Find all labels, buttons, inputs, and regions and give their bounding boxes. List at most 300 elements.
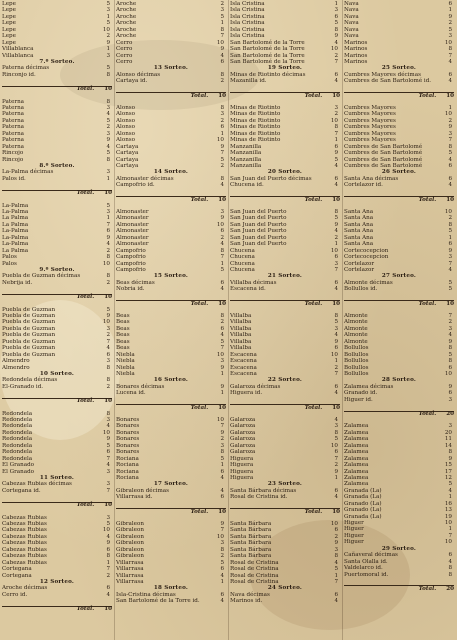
ticket-count: 3 xyxy=(106,7,110,14)
ticket-count: 8 xyxy=(334,429,338,436)
place-name: Redondela xyxy=(2,436,33,443)
section-heading: 8.º Sorteo. xyxy=(39,162,75,169)
entry-row xyxy=(116,598,226,604)
total-value: 10 xyxy=(104,606,112,613)
ticket-count: 7 xyxy=(334,266,338,273)
ticket-count: 1 xyxy=(448,494,452,501)
ticket-count: 8 xyxy=(106,254,110,261)
place-name: Isla Cristina xyxy=(230,33,265,40)
place-name: Cabezas Rubias décimas xyxy=(2,481,72,488)
place-name: La Palma xyxy=(2,247,29,254)
place-name: Nava xyxy=(344,7,359,14)
place-name: Lepe xyxy=(2,33,16,40)
place-name: Rosal de Cristina id. xyxy=(230,494,288,501)
ticket-count: 4 xyxy=(106,533,110,540)
place-name: San Juan del Puerto xyxy=(230,234,287,241)
place-name: Minas de Riotinto xyxy=(230,111,281,118)
place-name: Cabezas Rubias xyxy=(2,514,47,521)
spacer xyxy=(230,189,340,195)
place-name: Gibraleon décimas xyxy=(116,487,170,494)
place-name: Cortelazor id. xyxy=(344,182,383,189)
place-name: Chucena xyxy=(230,247,255,254)
section-heading: 20 Sorteo. xyxy=(267,169,303,176)
ticket-count: 10 xyxy=(216,137,224,144)
place-name: Bollullos xyxy=(344,370,369,377)
ticket-count: 10 xyxy=(216,221,224,228)
ticket-count: 10 xyxy=(216,417,224,423)
section-heading: 23 Sorteo. xyxy=(267,481,303,488)
place-name: Santa Bárbara xyxy=(230,546,272,553)
ticket-count: 8 xyxy=(220,175,224,182)
ticket-count: 6 xyxy=(334,383,338,390)
spacer xyxy=(116,397,226,403)
place-name: Redondela xyxy=(2,417,33,423)
place-name: Niebla xyxy=(116,370,135,377)
ticket-count: 4 xyxy=(220,487,224,494)
ticket-count: 4 xyxy=(334,598,338,605)
spacer xyxy=(2,598,112,604)
place-name: Higuer xyxy=(344,526,364,533)
place-name: Palos id. xyxy=(2,175,26,182)
ticket-count: 8 xyxy=(106,273,110,280)
place-name: Chucena xyxy=(230,260,255,267)
ticket-count: 1 xyxy=(334,474,338,481)
total-line xyxy=(2,606,112,612)
ticket-count: 6 xyxy=(448,552,452,559)
ticket-count: 9 xyxy=(448,13,452,20)
ticket-count: 8 xyxy=(448,221,452,228)
place-name: Alonso xyxy=(116,117,136,124)
place-name: Santa Bárbara décimas xyxy=(230,487,297,494)
place-name: Beas xyxy=(116,313,130,319)
place-name: Redondela xyxy=(2,442,33,449)
place-name: Aroche xyxy=(116,7,137,14)
place-name: Redondela décimas xyxy=(2,377,58,384)
place-name: Zalamea xyxy=(344,455,369,462)
place-name: Almendro xyxy=(2,364,30,371)
place-name: Almonte xyxy=(344,332,368,339)
place-name: Aroche décimas xyxy=(2,585,48,592)
ticket-count: 7 xyxy=(106,455,110,462)
place-name: Santa Ana xyxy=(344,221,374,228)
place-name: Galaroza xyxy=(230,429,256,436)
ticket-count: 8 xyxy=(106,98,110,105)
place-name: Alonso xyxy=(116,111,136,118)
ticket-count: 3 xyxy=(448,423,452,430)
total-value: 10 xyxy=(104,86,112,93)
ticket-count: 7 xyxy=(106,487,110,494)
place-name: Bollullos id. xyxy=(344,286,378,293)
place-name: Nava xyxy=(344,33,359,40)
spacer xyxy=(116,293,226,299)
ticket-count: 9 xyxy=(334,338,338,345)
ticket-count: 8 xyxy=(220,71,224,78)
place-name: Rincojo xyxy=(2,156,24,163)
place-name: Zalamea xyxy=(344,474,369,481)
place-name: Campofrio xyxy=(116,254,146,261)
ticket-count: 1 xyxy=(106,559,110,566)
place-name: Santa Ana xyxy=(344,215,374,222)
place-name: Puebla de Guzman xyxy=(2,351,56,358)
draw-column-1 xyxy=(2,1,112,639)
ticket-count: 4 xyxy=(220,52,224,59)
place-name: Zalamea xyxy=(344,481,369,488)
place-name: Campofrio xyxy=(116,260,146,267)
place-name: Cumbres Mayores xyxy=(344,105,396,111)
place-name: Lepe xyxy=(2,26,16,33)
ticket-count: 5 xyxy=(106,306,110,313)
ticket-count: 3 xyxy=(448,130,452,137)
place-name: Granada (La) xyxy=(344,513,382,520)
place-name: Escacena xyxy=(230,351,257,358)
ticket-count: 11 xyxy=(444,436,452,443)
place-name: Marinos id. xyxy=(230,598,263,605)
place-name: El Granado xyxy=(2,468,35,475)
ticket-count: 5 xyxy=(448,351,452,358)
ticket-count: 6 xyxy=(334,449,338,456)
ticket-count: 4 xyxy=(334,286,338,293)
spacer xyxy=(2,286,112,292)
place-name: Rincojo xyxy=(2,150,24,157)
ticket-count: 6 xyxy=(334,254,338,261)
place-name: Villarrasa xyxy=(116,559,144,566)
ticket-count: 5 xyxy=(106,1,110,7)
place-name: Villablanca xyxy=(2,46,34,53)
place-name: Cumbres Mayores xyxy=(344,124,396,131)
place-name: Cabezas Rubias xyxy=(2,533,47,540)
ticket-count: 2 xyxy=(334,462,338,469)
total-value: 10 xyxy=(332,300,340,307)
place-name: Granado (La) xyxy=(344,507,382,514)
ticket-count: 5 xyxy=(106,202,110,209)
place-name: Almendro xyxy=(2,358,30,365)
place-name: Cartaya xyxy=(116,143,139,150)
place-name: Cumbres de San Bartolomé xyxy=(344,150,423,157)
ticket-count: 7 xyxy=(334,370,338,377)
place-name: Marinos xyxy=(344,46,368,53)
ticket-count: 3 xyxy=(106,169,110,176)
ticket-count: 9 xyxy=(334,221,338,228)
ticket-count: 1 xyxy=(220,20,224,27)
place-name: Campofrio xyxy=(116,247,146,254)
place-name: Villalba xyxy=(230,345,252,352)
section-heading: 26 Sorteo. xyxy=(381,169,417,176)
ticket-count: 7 xyxy=(448,532,452,539)
place-name: Villalba décimas xyxy=(230,279,277,286)
total-value: 20 xyxy=(446,585,454,592)
draw-column-3 xyxy=(230,1,340,639)
ticket-count: 3 xyxy=(220,442,224,449)
place-name: Villablanca xyxy=(2,52,34,59)
total-label: Total. xyxy=(190,196,209,203)
spacer xyxy=(2,494,112,500)
ticket-count: 5 xyxy=(106,20,110,27)
place-name: Valdelarco id. xyxy=(344,565,383,572)
place-name: Bonares xyxy=(116,449,140,456)
ticket-count: 5 xyxy=(334,156,338,163)
ticket-count: 7 xyxy=(448,313,452,319)
ticket-count: 10 xyxy=(216,351,224,358)
place-name: Zalamea xyxy=(344,442,369,449)
place-name: Lepe xyxy=(2,39,16,46)
place-name: Santa Ana décimas xyxy=(344,175,399,182)
place-name: Marinos xyxy=(344,52,368,59)
ticket-count: 5 xyxy=(448,26,452,33)
place-name: Cañaveral décimas xyxy=(344,552,398,559)
place-name: Villalba xyxy=(230,338,252,345)
ticket-count: 3 xyxy=(106,130,110,137)
place-name: San Juan del Puerto xyxy=(230,209,287,215)
ticket-count: 7 xyxy=(220,150,224,157)
ticket-count: 5 xyxy=(448,150,452,157)
place-name: Escacena xyxy=(230,370,257,377)
place-name: La Palma xyxy=(2,215,29,222)
place-name: Manzanilla xyxy=(230,143,262,150)
place-name: Redondela xyxy=(2,429,33,436)
ticket-count: 3 xyxy=(334,105,338,111)
place-name: Granada (La) xyxy=(344,494,382,501)
ticket-count: 10 xyxy=(216,533,224,540)
ticket-count: 9 xyxy=(448,455,452,462)
ticket-count: 9 xyxy=(220,364,224,371)
place-name: Redondela xyxy=(2,449,33,456)
place-name: Almonte xyxy=(344,325,368,332)
ticket-count: 6 xyxy=(334,71,338,78)
place-name: Isla Cristina xyxy=(230,20,265,27)
ticket-count: 9 xyxy=(106,436,110,443)
ticket-count: 9 xyxy=(220,215,224,222)
place-name: Cabezas Rubias xyxy=(2,540,47,547)
total-value: 10 xyxy=(218,508,226,515)
place-name: Aroche xyxy=(116,26,137,33)
ticket-count: 7 xyxy=(334,455,338,462)
place-name: Galaroza xyxy=(230,417,256,423)
place-name: El Granado xyxy=(2,462,35,469)
place-name: Rosal de Cristina xyxy=(230,566,279,573)
ticket-count: 8 xyxy=(334,553,338,560)
place-name: Higuera xyxy=(230,462,254,469)
section-heading: 13 Sorteo. xyxy=(153,65,189,72)
ticket-count: 7 xyxy=(220,423,224,430)
place-name: Gibraleon xyxy=(116,540,144,547)
ticket-count: 6 xyxy=(334,591,338,598)
place-name: Cabezas Rubias xyxy=(2,546,47,553)
place-name: Cumbres Mayores xyxy=(344,130,396,137)
ticket-count: 3 xyxy=(220,209,224,215)
ticket-count: 2 xyxy=(106,33,110,40)
ticket-count: 8 xyxy=(220,26,224,33)
place-name: Higuer xyxy=(344,539,364,546)
place-name: Villarrasa xyxy=(116,578,144,585)
ticket-count: 5 xyxy=(106,442,110,449)
place-name: Isla Cristina xyxy=(230,13,265,20)
place-name: Rosal de Cristina xyxy=(230,572,279,579)
place-name: Beas xyxy=(116,338,130,345)
entry-row xyxy=(230,598,340,604)
ticket-count: 3 xyxy=(106,514,110,521)
ticket-count: 2 xyxy=(106,124,110,131)
ticket-count: 9 xyxy=(334,33,338,40)
section-heading: 27 Sorteo. xyxy=(381,273,417,280)
place-name: Santa Bárbara xyxy=(230,540,272,547)
place-name: Minas de Riotinto xyxy=(230,117,281,124)
spacer xyxy=(344,293,454,299)
spacer xyxy=(230,293,340,299)
ticket-count: 5 xyxy=(220,13,224,20)
place-name: San Juan del Puerto xyxy=(230,228,287,235)
ticket-count: 6 xyxy=(220,566,224,573)
spacer xyxy=(230,85,340,91)
ticket-count: 10 xyxy=(330,521,338,527)
ticket-count: 1 xyxy=(334,358,338,365)
place-name: Santa Ana xyxy=(344,209,374,215)
ticket-count: 6 xyxy=(334,175,338,182)
place-name: Campofrio id. xyxy=(116,182,155,189)
ticket-count: 4 xyxy=(220,332,224,339)
place-name: Campofrio xyxy=(116,266,146,273)
place-name: San Juan del Puerto xyxy=(230,221,287,228)
ticket-count: 4 xyxy=(220,241,224,248)
ticket-count: 4 xyxy=(334,78,338,85)
total-label: Total. xyxy=(418,300,437,307)
total-value: 20 xyxy=(446,411,454,418)
place-name: Almonaster décimas xyxy=(116,175,174,182)
place-name: Almonaster xyxy=(116,241,149,248)
place-name: Isla-Cristina décimas xyxy=(116,591,176,598)
place-name: Marinos xyxy=(344,58,368,65)
ticket-count: 6 xyxy=(106,449,110,456)
place-name: Almonaster xyxy=(116,215,149,222)
total-value: 10 xyxy=(104,398,112,405)
place-name: Palos xyxy=(2,260,17,267)
section-heading: 16 Sorteo. xyxy=(153,377,189,384)
ticket-count: 5 xyxy=(334,215,338,222)
place-name: Higuera xyxy=(230,474,254,481)
ticket-count: 8 xyxy=(220,313,224,319)
place-name: Paterna xyxy=(2,130,25,137)
ticket-count: 10 xyxy=(444,111,452,118)
ticket-count: 9 xyxy=(106,540,110,547)
place-name: Santa Ana xyxy=(344,241,374,248)
place-name: Galaroza xyxy=(230,449,256,456)
place-name: Galaroza xyxy=(230,423,256,430)
place-name: Puebla de Guzman xyxy=(2,325,56,332)
place-name: Cumbres Mayores xyxy=(344,137,396,144)
place-name: Nebrija id. xyxy=(2,279,33,286)
ticket-count: 16 xyxy=(444,500,452,507)
ticket-count: 9 xyxy=(334,468,338,475)
place-name: Santa Olalla id. xyxy=(344,558,388,565)
place-name: Chucena xyxy=(230,254,255,261)
ticket-count: 2 xyxy=(448,215,452,222)
place-name: Zalamea xyxy=(344,436,369,443)
ticket-count: 9 xyxy=(106,234,110,241)
place-name: Niebla xyxy=(116,364,135,371)
ticket-count: 20 xyxy=(444,429,452,436)
total-label: Total. xyxy=(304,404,323,411)
ticket-count: 1 xyxy=(106,13,110,20)
place-name: Lepe xyxy=(2,20,16,27)
place-name: Puebla de Guzman xyxy=(2,306,56,313)
ticket-count: 1 xyxy=(106,46,110,53)
total-label: Total. xyxy=(304,92,323,99)
place-name: Nava xyxy=(344,1,359,7)
place-name: Puebla de Guzman xyxy=(2,338,56,345)
ticket-count: 3 xyxy=(106,358,110,365)
spacer xyxy=(2,390,112,396)
total-label: Total. xyxy=(190,92,209,99)
ticket-count: 7 xyxy=(448,137,452,144)
place-name: Higuer id. xyxy=(344,396,373,403)
ticket-count: 8 xyxy=(106,553,110,560)
section-heading: 11 Sorteo. xyxy=(39,474,75,481)
ticket-count: 3 xyxy=(334,7,338,14)
place-name: Nobria id. xyxy=(116,286,145,293)
total-value: 10 xyxy=(446,92,454,99)
ticket-count: 3 xyxy=(334,546,338,553)
ticket-count: 6 xyxy=(334,345,338,352)
ticket-count: 10 xyxy=(102,26,110,33)
ticket-count: 9 xyxy=(220,383,224,390)
place-name: Puebla de Guzman xyxy=(2,332,56,339)
place-name: Cortelazor xyxy=(344,266,374,273)
place-name: Cartaya xyxy=(116,162,139,169)
place-name: Villarrasa xyxy=(116,572,144,579)
place-name: Galaroza xyxy=(230,436,256,443)
ticket-count: 4 xyxy=(106,423,110,430)
ticket-count: 7 xyxy=(106,338,110,345)
place-name: Escacena xyxy=(230,358,257,365)
ticket-count: 6 xyxy=(334,143,338,150)
ticket-count: 10 xyxy=(444,209,452,215)
place-name: Aroche xyxy=(116,1,137,7)
place-name: Higuer xyxy=(344,520,364,526)
place-name: Bonares xyxy=(116,436,140,443)
place-name: Cerro id. xyxy=(2,591,28,598)
place-name: Manzanilla xyxy=(230,150,262,157)
ticket-count: 7 xyxy=(220,254,224,261)
ticket-count: 6 xyxy=(106,228,110,235)
ticket-count: 8 xyxy=(448,358,452,365)
ticket-count: 6 xyxy=(334,527,338,534)
place-name: Puebla de Guzman xyxy=(2,319,56,326)
place-name: Almonte xyxy=(344,319,368,326)
place-name: Cabezas Rubias xyxy=(2,521,47,527)
total-value: 10 xyxy=(446,196,454,203)
ticket-count: 6 xyxy=(220,228,224,235)
place-name: Marinos xyxy=(344,39,368,46)
spacer xyxy=(230,501,340,507)
place-name: Paterna xyxy=(2,111,25,118)
ticket-count: 5 xyxy=(106,150,110,157)
spacer xyxy=(116,501,226,507)
place-name: Cerro xyxy=(116,39,133,46)
ticket-count: 5 xyxy=(334,319,338,326)
total-value: 10 xyxy=(218,196,226,203)
ticket-count: 7 xyxy=(106,566,110,573)
ticket-count: 2 xyxy=(220,553,224,560)
ticket-count: 1 xyxy=(220,578,224,585)
place-name: Nava xyxy=(344,13,359,20)
ticket-count: 3 xyxy=(106,209,110,215)
place-name: San Juan del Puerto xyxy=(230,241,287,248)
total-label: Total. xyxy=(76,502,95,509)
ticket-count: 4 xyxy=(334,228,338,235)
place-name: Cortelazor xyxy=(344,260,374,267)
total-label: Total. xyxy=(304,196,323,203)
place-name: Lepe xyxy=(2,1,16,7)
ticket-count: 4 xyxy=(334,390,338,397)
